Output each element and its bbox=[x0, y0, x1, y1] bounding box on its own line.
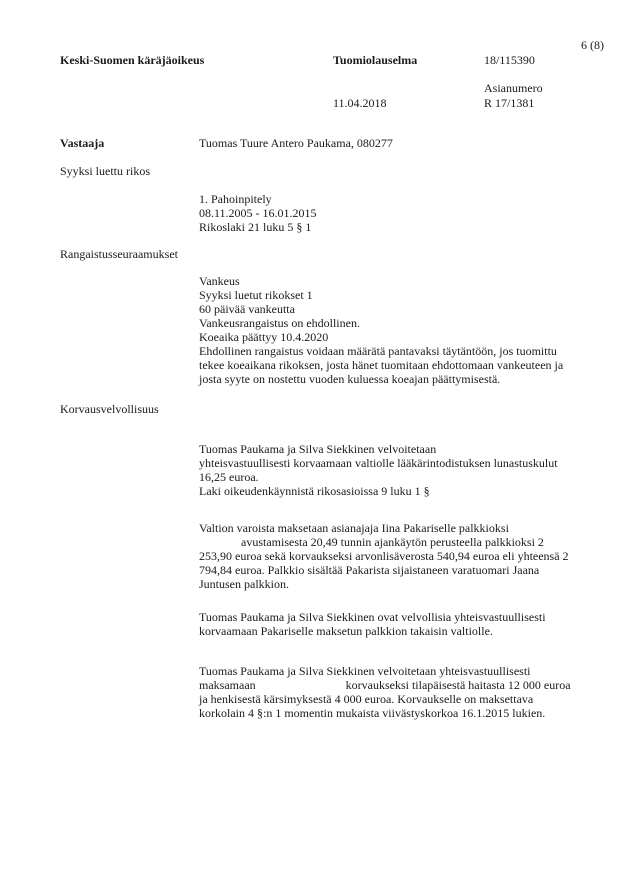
crime-details bbox=[199, 192, 609, 234]
defendant-value: Tuomas Tuure Antero Paukama, 080277 bbox=[199, 136, 393, 150]
defendant-label: Vastaaja bbox=[60, 136, 105, 150]
decision-date: 11.04.2018 bbox=[333, 96, 387, 110]
paragraph-line: ja henkisestä kärsimyksestä 4 000 euroa. Korvaukselle on maksettava bbox=[199, 692, 534, 706]
sanction-line: Vankeus bbox=[199, 274, 240, 288]
crime-line: 08.11.2005 - 16.01.2015 bbox=[199, 206, 317, 220]
paragraph-line: 794,84 euroa. Palkkio sisältää Pakarista sijaistaneen varatuomari Jaana bbox=[199, 563, 540, 577]
crime-label: Syyksi luettu rikos bbox=[60, 164, 151, 178]
court-name: Keski-Suomen käräjäoikeus bbox=[60, 53, 205, 67]
crime-line: Rikoslaki 21 luku 5 § 1 bbox=[199, 220, 312, 234]
sanctions-label: Rangaistusseuraamukset bbox=[60, 247, 178, 261]
paragraph-line: Tuomas Paukama ja Silva Siekkinen velvoitetaan bbox=[199, 442, 437, 456]
paragraph-line: korvaamaan Pakariselle maksetun palkkion takaisin valtiolle. bbox=[199, 624, 493, 638]
crime-line: 1. Pahoinpitely bbox=[199, 192, 272, 206]
page-number: 6 (8) bbox=[581, 38, 604, 52]
compensation-paragraph-1 bbox=[199, 442, 609, 498]
sanction-line: josta syyte on nostettu vuoden kuluessa koeajan päättymisestä. bbox=[199, 372, 501, 386]
compensation-paragraph-2 bbox=[199, 521, 609, 591]
sanction-line: 60 päivää vankeutta bbox=[199, 302, 295, 316]
paragraph-line: korkolain 4 §:n 1 momentin mukaista viivästyskorkoa 16.1.2015 lukien. bbox=[199, 706, 546, 720]
paragraph-line: maksamaan korvaukseksi tilapäisestä haitasta 12 000 euroa bbox=[199, 678, 571, 692]
case-number: R 17/1381 bbox=[484, 96, 535, 110]
sanction-line: tekee koeaikana rikoksen, josta hänet tuomitaan ehdottomaan vankeuteen ja bbox=[199, 358, 564, 372]
paragraph-line: Juntusen palkkion. bbox=[199, 577, 289, 591]
paragraph-line: Laki oikeudenkäynnistä rikosasioissa 9 luku 1 § bbox=[199, 484, 430, 498]
document-type: Tuomiolauselma bbox=[333, 53, 418, 67]
case-number-label: Asianumero bbox=[484, 81, 543, 95]
paragraph-line: Valtion varoista maksetaan asianajaja Iina Pakariselle palkkioksi bbox=[199, 521, 509, 535]
paragraph-line: Tuomas Paukama ja Silva Siekkinen ovat velvollisia yhteisvastuullisesti bbox=[199, 610, 546, 624]
sanction-line: Vankeusrangaistus on ehdollinen. bbox=[199, 316, 360, 330]
sanction-line: Syyksi luetut rikokset 1 bbox=[199, 288, 313, 302]
paragraph-line: 16,25 euroa. bbox=[199, 470, 259, 484]
sanction-line: Koeaika päättyy 10.4.2020 bbox=[199, 330, 329, 344]
paragraph-line: Tuomas Paukama ja Silva Siekkinen velvoitetaan yhteisvastuullisesti bbox=[199, 664, 531, 678]
compensation-label: Korvausvelvollisuus bbox=[60, 402, 159, 416]
reference-number: 18/115390 bbox=[484, 53, 535, 67]
paragraph-line: 253,90 euroa sekä korvaukseksi arvonlisäverosta 540,94 euroa eli yhteensä 2 bbox=[199, 549, 569, 563]
sanctions-details bbox=[199, 274, 609, 386]
sanction-line: Ehdollinen rangaistus voidaan määrätä pantavaksi täytäntöön, jos tuomittu bbox=[199, 344, 557, 358]
paragraph-line: yhteisvastuullisesti korvaamaan valtiolle lääkärintodistuksen lunastuskulut bbox=[199, 456, 558, 470]
paragraph-line: avustamisesta 20,49 tunnin ajankäytön perusteella palkkioksi 2 bbox=[199, 535, 544, 549]
compensation-paragraph-4 bbox=[199, 664, 609, 720]
compensation-paragraph-3 bbox=[199, 610, 609, 638]
